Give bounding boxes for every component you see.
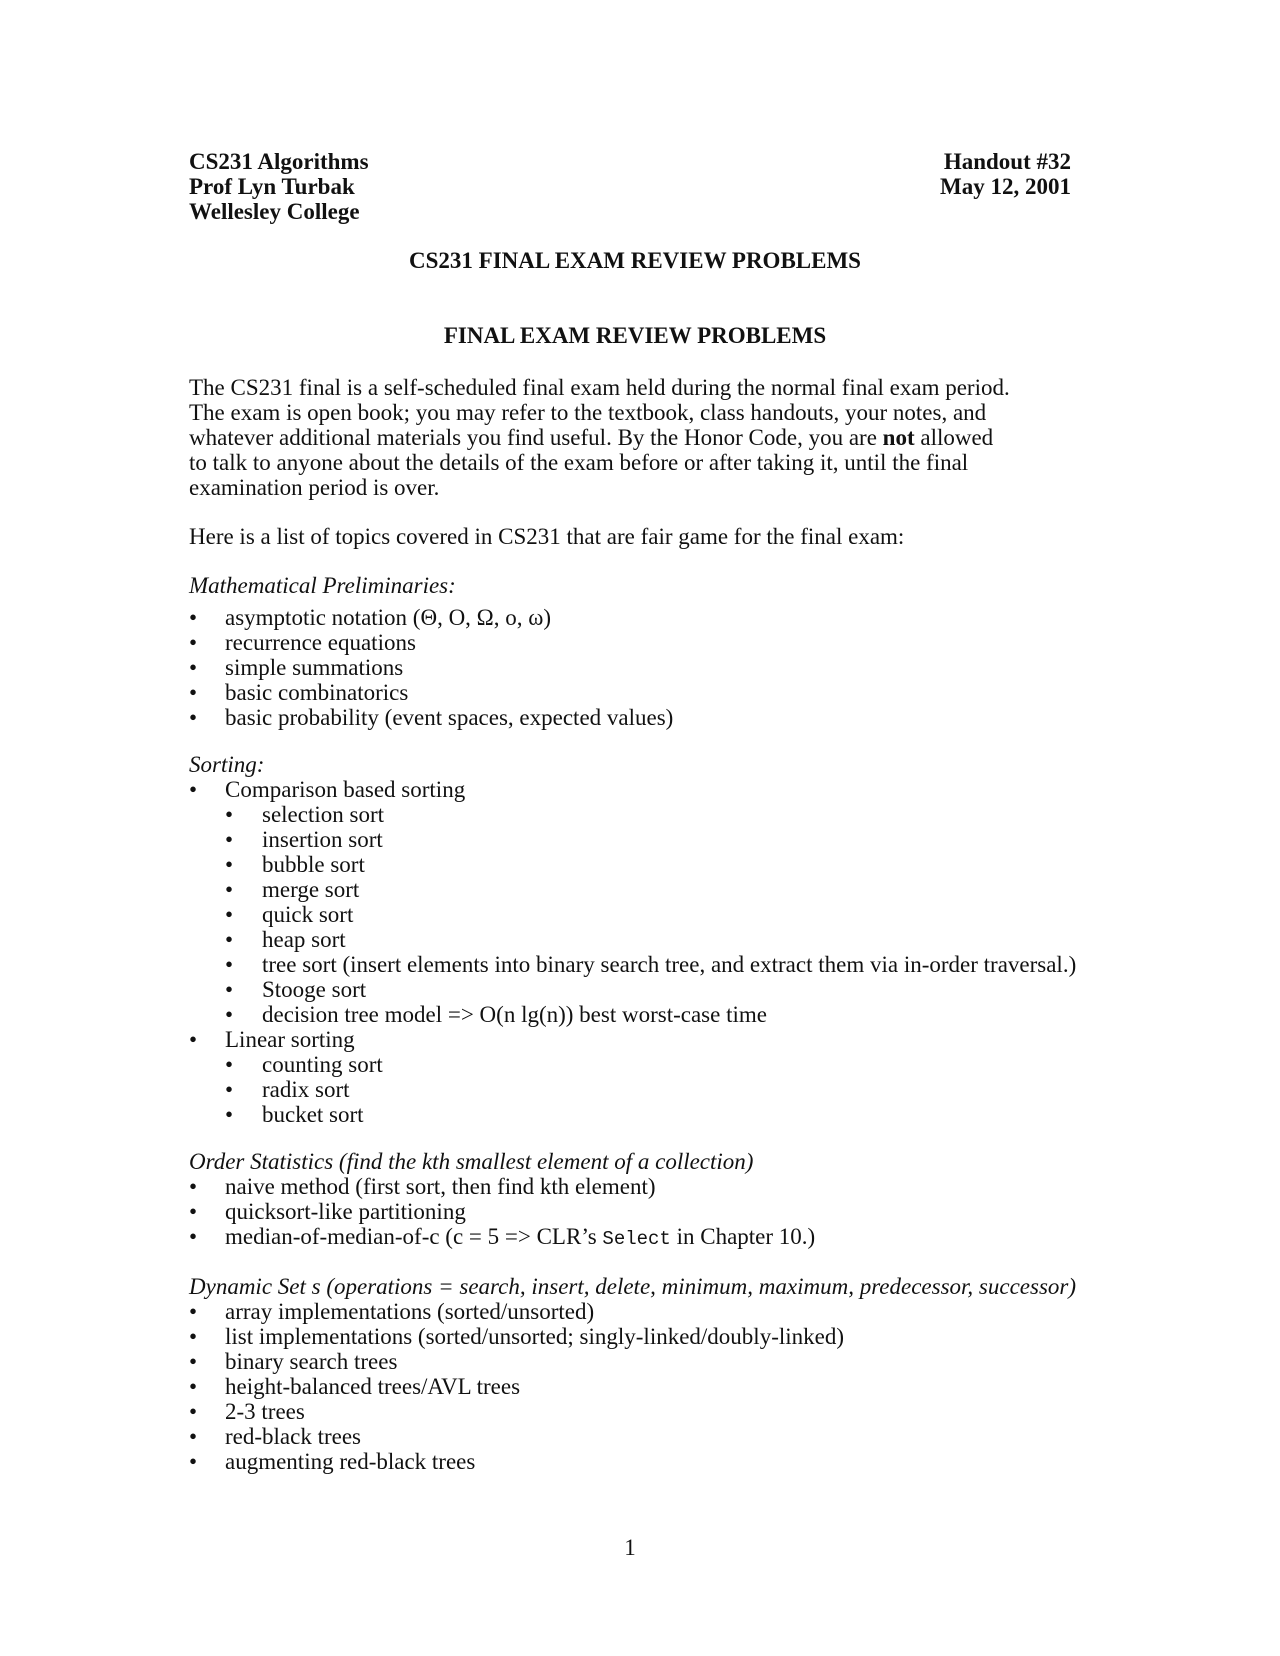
bullet-icon: • <box>225 1077 234 1102</box>
course-header <box>189 149 369 224</box>
list-item-text: Comparison based sorting <box>225 777 466 802</box>
bullet-icon: • <box>189 1349 198 1374</box>
list-item <box>225 877 1189 902</box>
bullet-icon: • <box>189 1399 198 1424</box>
bullet-icon: • <box>189 630 198 655</box>
bullet-icon: • <box>189 777 198 802</box>
list-item-text: augmenting red-black trees <box>225 1449 476 1474</box>
bullet-icon: • <box>189 705 198 730</box>
list-item-text: heap sort <box>262 927 346 952</box>
bullet-icon: • <box>189 1027 198 1052</box>
list-item <box>225 902 1189 927</box>
intro-line: to talk to anyone about the details of the exam before or after taking it, until the final <box>189 450 969 475</box>
document-subtitle: FINAL EXAM REVIEW PROBLEMS <box>443 323 827 348</box>
bullet-icon: • <box>225 802 234 827</box>
intro-line: examination period is over. <box>189 475 440 500</box>
intro-paragraph <box>189 375 1189 500</box>
order-statistics-list <box>189 1174 1189 1252</box>
bullet-icon: • <box>225 952 234 977</box>
bullet-icon: • <box>225 977 234 1002</box>
list-item-text: bubble sort <box>262 852 365 877</box>
list-item <box>225 952 1189 977</box>
list-item <box>225 1002 1189 1027</box>
list-item-text: array implementations (sorted/unsorted) <box>225 1299 595 1324</box>
intro-line: The CS231 final is a self-scheduled final exam held during the normal final exam period. <box>189 375 1010 400</box>
comparison-sort-list <box>225 802 1189 1027</box>
list-item-text: bucket sort <box>262 1102 364 1127</box>
document-body <box>189 375 1189 1474</box>
bullet-icon: • <box>225 852 234 877</box>
list-item <box>189 1174 1189 1199</box>
list-item <box>225 827 1189 852</box>
list-item <box>189 1027 1189 1127</box>
list-item-text: asymptotic notation (Θ, O, Ω, o, ω) <box>225 605 552 630</box>
list-item <box>189 630 1189 655</box>
bullet-icon: • <box>189 680 198 705</box>
bullet-icon: • <box>189 605 198 630</box>
list-item-text: merge sort <box>262 877 360 902</box>
bullet-icon: • <box>189 1199 198 1224</box>
section-heading-dynamic-sets: Dynamic Set s (operations = search, insert, delete, minimum, maximum, predecessor, successor) <box>189 1274 1077 1299</box>
sorting-topic-list <box>189 777 1189 1127</box>
list-item <box>189 705 1189 730</box>
page-number: 1 <box>624 1535 636 1560</box>
list-item <box>189 680 1189 705</box>
section-heading-math: Mathematical Preliminaries: <box>189 573 456 598</box>
intro-emphasis: not <box>882 425 915 450</box>
list-item-text: radix sort <box>262 1077 350 1102</box>
list-item-text: recurrence equations <box>225 630 416 655</box>
linear-sort-list <box>225 1052 1189 1127</box>
course-name: CS231 Algorithms <box>189 149 369 174</box>
list-item-text: binary search trees <box>225 1349 398 1374</box>
professor-name: Prof Lyn Turbak <box>189 174 355 199</box>
handout-number: Handout #32 <box>943 149 1071 174</box>
list-item-text: red-black trees <box>225 1424 362 1449</box>
bullet-icon: • <box>189 655 198 680</box>
list-item-text: Stooge sort <box>262 977 367 1002</box>
list-item <box>189 1299 1189 1324</box>
code-select: Select <box>602 1228 671 1250</box>
list-item-text: simple summations <box>225 655 404 680</box>
list-item <box>225 1077 1189 1102</box>
list-item <box>225 927 1189 952</box>
list-item-text: 2-3 trees <box>225 1399 305 1424</box>
list-item-text: basic probability (event spaces, expected values) <box>225 705 674 730</box>
list-item <box>225 852 1189 877</box>
list-item-text: quicksort-like partitioning <box>225 1199 466 1224</box>
bullet-icon: • <box>189 1324 198 1349</box>
bullet-icon: • <box>225 877 234 902</box>
dynamic-sets-list <box>189 1299 1189 1474</box>
list-item <box>225 977 1189 1002</box>
bullet-icon: • <box>189 1374 198 1399</box>
bullet-icon: • <box>225 927 234 952</box>
list-item-text: tree sort (insert elements into binary search tree, and extract them via in-order traversal.) <box>262 952 1077 977</box>
list-item-text: selection sort <box>262 802 384 827</box>
list-item-text: height-balanced trees/AVL trees <box>225 1374 521 1399</box>
document-title: CS231 FINAL EXAM REVIEW PROBLEMS <box>409 248 861 273</box>
list-item <box>189 1199 1189 1224</box>
list-item <box>189 1349 1189 1374</box>
list-item <box>189 1449 1189 1474</box>
list-item <box>189 605 1189 630</box>
intro-line <box>189 425 1189 450</box>
list-item-text: median-of-median-of-c (c = 5 => CLR’s <box>225 1224 603 1249</box>
bullet-icon: • <box>225 1052 234 1077</box>
list-item <box>189 1399 1189 1424</box>
bullet-icon: • <box>225 827 234 852</box>
list-item <box>189 1324 1189 1349</box>
list-item <box>189 777 1189 1027</box>
college-name: Wellesley College <box>189 199 360 224</box>
list-item <box>189 1374 1189 1399</box>
bullet-icon: • <box>189 1424 198 1449</box>
list-item-text: counting sort <box>262 1052 383 1077</box>
bullet-icon: • <box>189 1449 198 1474</box>
bullet-icon: • <box>225 1002 234 1027</box>
section-heading-sorting: Sorting: <box>189 752 265 777</box>
list-item-text: basic combinatorics <box>225 680 409 705</box>
list-item <box>189 1424 1189 1449</box>
list-item <box>225 1102 1189 1127</box>
list-item <box>225 1052 1189 1077</box>
intro-line: The exam is open book; you may refer to the textbook, class handouts, your notes, and <box>189 400 987 425</box>
list-item-text: in Chapter 10.) <box>670 1224 816 1249</box>
handout-header <box>940 149 1071 199</box>
list-item <box>189 655 1189 680</box>
math-topic-list <box>189 605 1189 730</box>
section-heading-order-statistics: Order Statistics (find the kth smallest element of a collection) <box>189 1149 754 1174</box>
list-item-text: Linear sorting <box>225 1027 355 1052</box>
intro-text: whatever additional materials you find useful. By the Honor Code, you are <box>189 425 883 450</box>
list-item <box>225 802 1189 827</box>
list-item-text: quick sort <box>262 902 354 927</box>
bullet-icon: • <box>225 902 234 927</box>
handout-date: May 12, 2001 <box>940 174 1071 199</box>
bullet-icon: • <box>225 1102 234 1127</box>
bullet-icon: • <box>189 1174 198 1199</box>
topics-intro: Here is a list of topics covered in CS231 that are fair game for the final exam: <box>189 524 905 549</box>
list-item-text: insertion sort <box>262 827 383 852</box>
intro-text: allowed <box>914 425 994 450</box>
list-item <box>189 1224 1189 1252</box>
bullet-icon: • <box>189 1224 198 1249</box>
bullet-icon: • <box>189 1299 198 1324</box>
list-item-text: list implementations (sorted/unsorted; singly-linked/doubly-linked) <box>225 1324 845 1349</box>
list-item-text: naive method (first sort, then find kth element) <box>225 1174 656 1199</box>
list-item-text: decision tree model => O(n lg(n)) best worst-case time <box>262 1002 767 1027</box>
